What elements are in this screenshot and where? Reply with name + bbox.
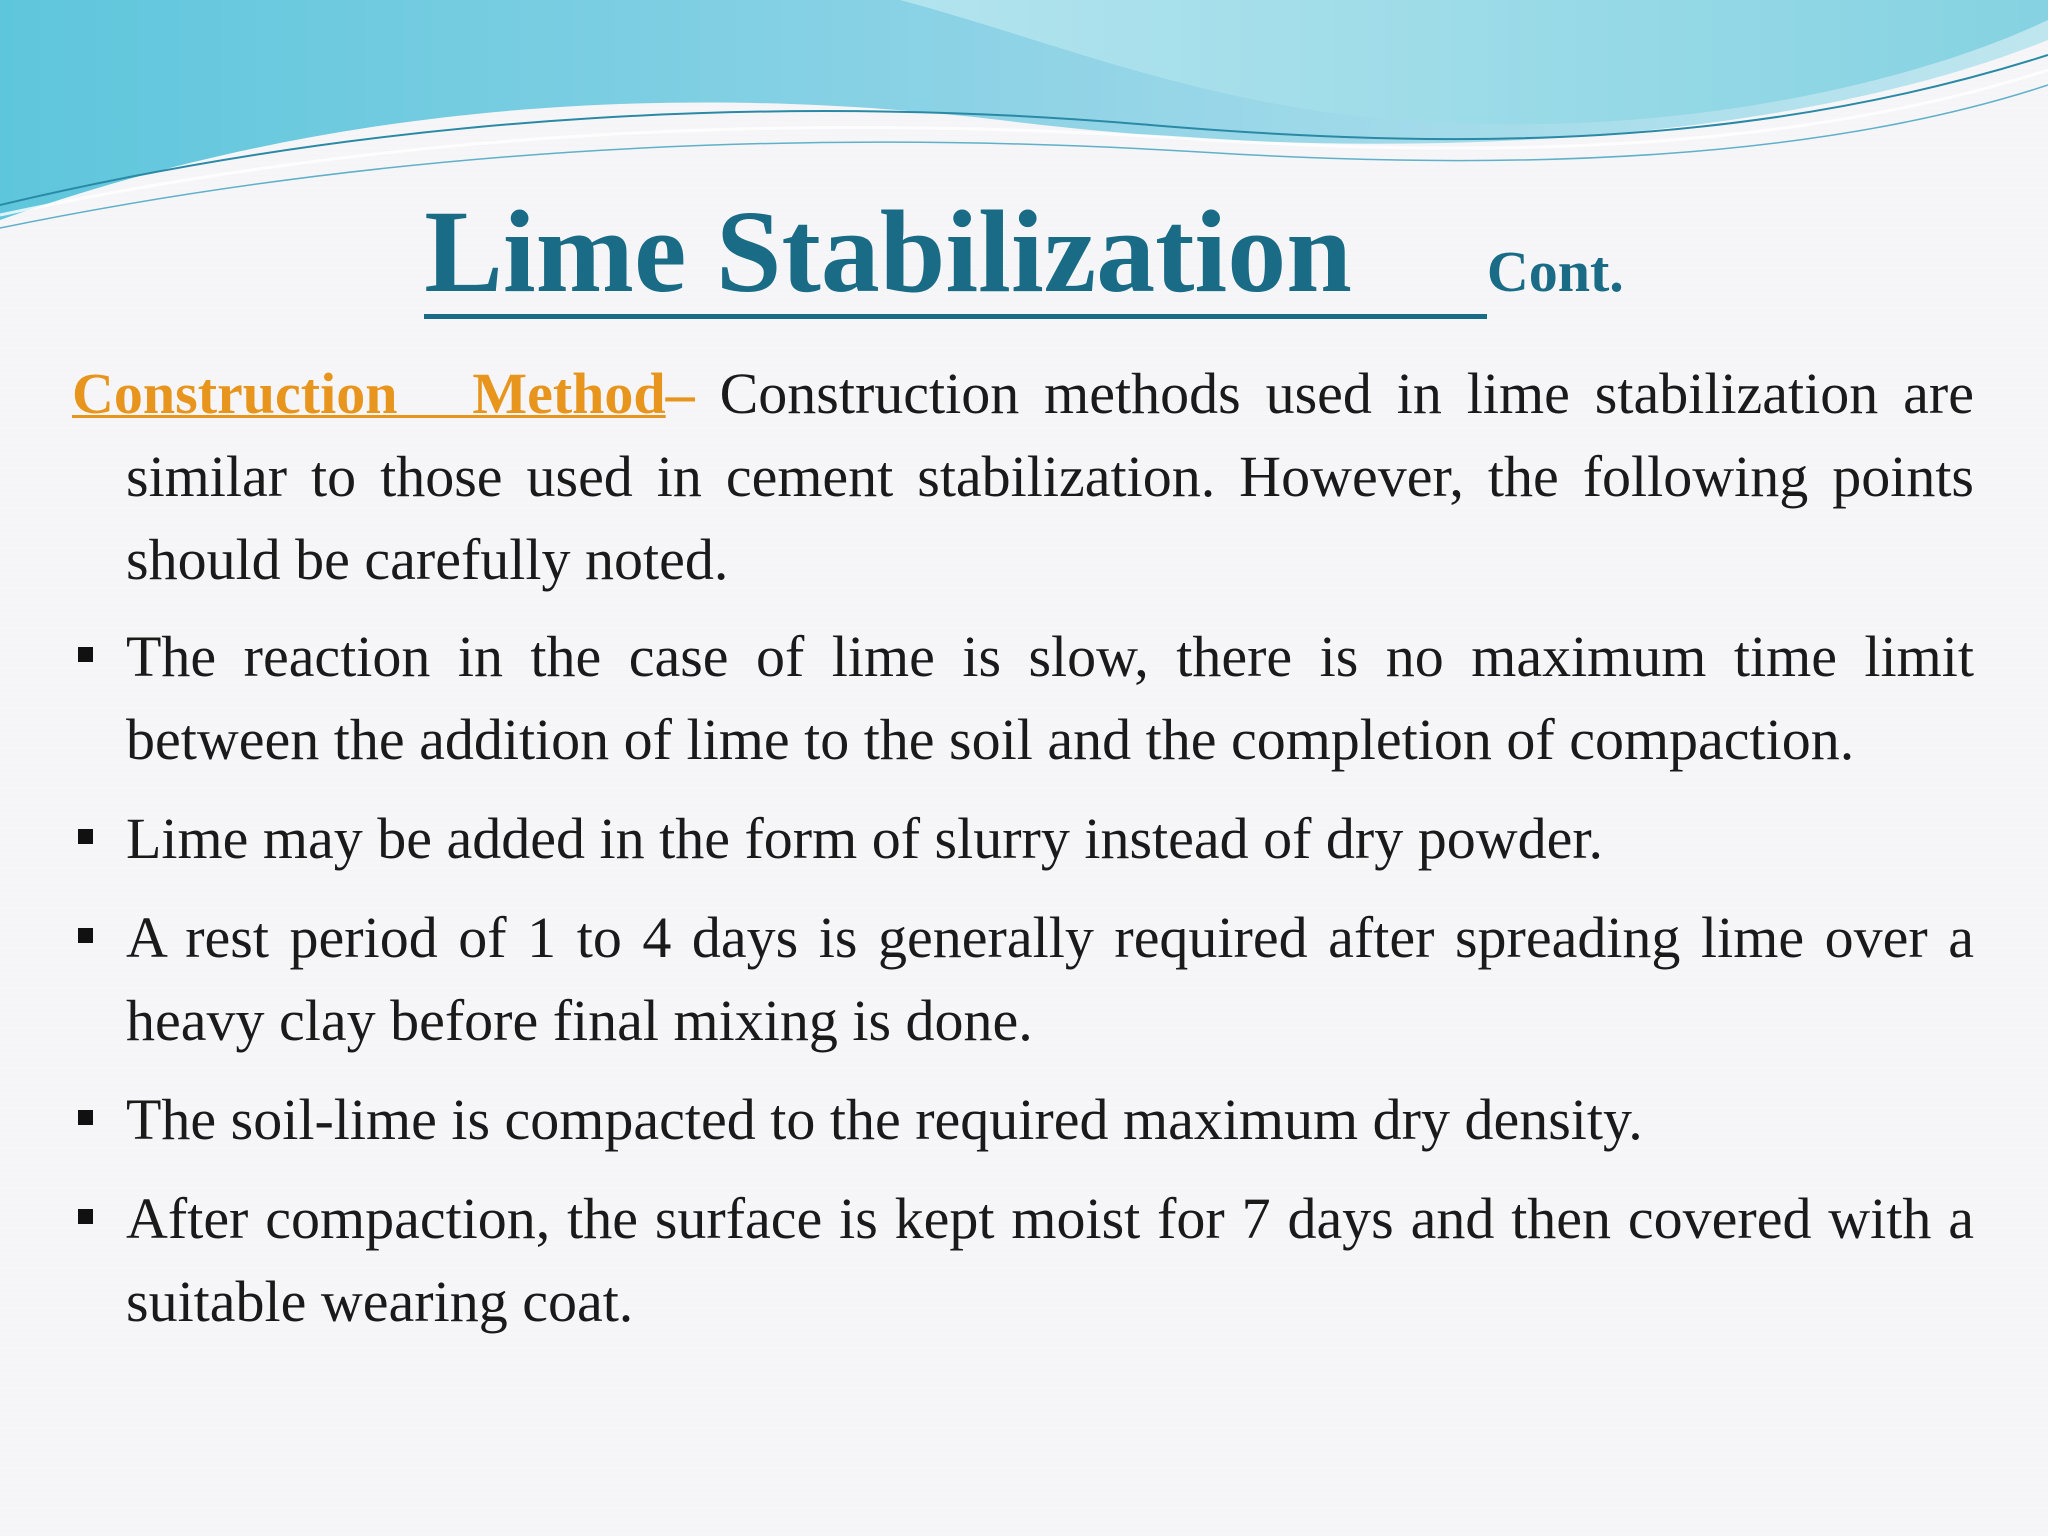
list-item — [72, 797, 1974, 880]
list-item-text: A rest period of 1 to 4 days is generally required after spreading lime over a heavy clay before final mixing is done. — [126, 905, 1974, 1053]
square-bullet-icon — [78, 928, 93, 943]
square-bullet-icon — [78, 829, 93, 844]
list-item — [72, 615, 1974, 781]
title-main: Lime Stabilization — [424, 190, 1487, 319]
list-item-text: The reaction in the case of lime is slow, there is no maximum time limit between the addition of lime to the soil and the completion of compaction. — [126, 624, 1974, 772]
square-bullet-icon — [78, 1110, 93, 1125]
bullet-list — [72, 615, 1974, 1343]
construction-method-label: Construction Method — [72, 361, 666, 426]
intro-text: Construction methods used in lime stabilization are similar to those used in cement stabilization. However, the following points should be carefully noted. — [126, 361, 1974, 592]
list-item-text: After compaction, the surface is kept moist for 7 days and then covered with a suitable wearing coat. — [126, 1186, 1974, 1334]
list-item-text: Lime may be added in the form of slurry instead of dry powder. — [126, 806, 1603, 871]
title-suffix: Cont. — [1486, 239, 1624, 304]
intro-paragraph — [72, 352, 1974, 601]
list-item — [72, 1078, 1974, 1161]
slide-title — [0, 186, 2048, 319]
slide-body — [72, 352, 1974, 1359]
list-item — [72, 1177, 1974, 1343]
square-bullet-icon — [78, 1209, 93, 1224]
list-item-text: The soil-lime is compacted to the required maximum dry density. — [126, 1087, 1643, 1152]
intro-dash: – — [665, 361, 695, 426]
square-bullet-icon — [78, 647, 93, 662]
list-item — [72, 896, 1974, 1062]
